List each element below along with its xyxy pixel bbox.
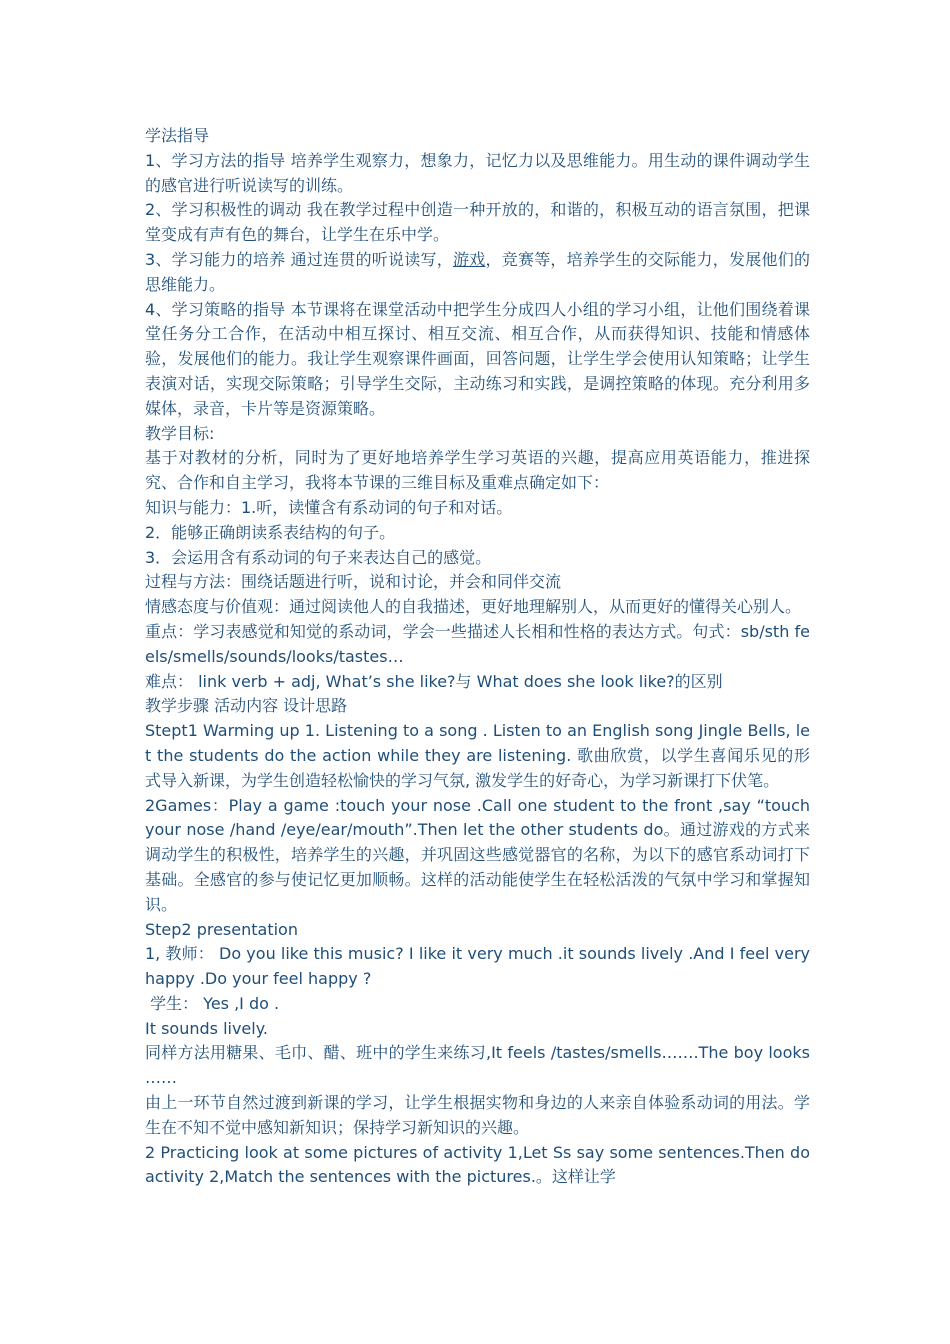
paragraph-study-method: 1、学习方法的指导 培养学生观察力，想象力，记忆力以及思维能力。用生动的课件调动学生的感官进行听说读写的训练。 [145, 150, 810, 195]
games-link[interactable]: 游戏 [453, 249, 486, 269]
ability-text-start: 3、学习能力的培养 通过连贯的听说读写， [145, 249, 453, 269]
paragraph-practice-items: 同样方法用糖果、毛巾、醋、班中的学生来练习,It feels /tastes/smells…….The boy looks …… [145, 1043, 810, 1088]
paragraph-process-method: 过程与方法：围绕话题进行听，说和讨论，并会和同伴交流 [145, 572, 562, 592]
paragraph-step2: Step2 presentation [145, 919, 298, 939]
paragraph-step1: Stept1 Warming up 1. Listening to a song . Listen to an English song Jingle Bells, let the students do the action while they are listening. 歌曲欣赏，以学生喜闻乐见的形式导入新课，为学生创造轻松愉快的学习气氛, 激发学生的好奇心，为学习新课打下伏笔。 [145, 721, 810, 790]
paragraph-teacher-dialog: 1, 教师： Do you like this music? I like it very much .it sounds lively .And I feel very happy .Do your feel happy ? [145, 944, 810, 989]
paragraph-student-reply: 学生： Yes ,I do . [145, 993, 280, 1013]
paragraph-attitude: 情感态度与价值观：通过阅读他人的自我描述，更好地理解别人，从而更好的懂得关心别人。 [145, 597, 802, 617]
paragraph-games: 2Games：Play a game :touch your nose .Call one student to the front ,say “touch your nose /hand /eye/ear/mouth”.Then let the other students do。通过游戏的方式来调动学生的积极性，培养学生的兴趣，并巩固这些感觉器官的名称，为以下的感官系动词打下基础。全感官的参与使记忆更加顺畅。这样的活动能使学生在轻松活泼的气氛中学习和掌握知识。 [145, 795, 810, 914]
ability-text-end: ，竞赛等，培养学生的交际能力，发展他们的思维能力。 [145, 249, 810, 294]
document-body [145, 124, 810, 1190]
paragraph-ability [145, 248, 810, 298]
paragraph-motivation: 2、学习积极性的调动 我在教学过程中创造一种开放的，和谐的，积极互动的语言氛围，把课堂变成有声有色的舞台，让学生在乐中学。 [145, 200, 810, 245]
heading-teaching-goals: 教学目标: [145, 423, 215, 443]
heading-study-guidance: 学法指导 [145, 126, 210, 145]
paragraph-steps-header: 教学步骤 活动内容 设计思路 [145, 696, 348, 716]
paragraph-sounds-lively: It sounds lively. [145, 1018, 268, 1038]
paragraph-key-points: 重点：学习表感觉和知觉的系动词，学会一些描述人长相和性格的表达方式。句式：sb/sth feels/smells/sounds/looks/tastes… [145, 621, 810, 666]
paragraph-knowledge-ability: 知识与能力：1.听，读懂含有系动词的句子和对话。 [145, 497, 513, 517]
paragraph-goal-2: 2．能够正确朗读系表结构的句子。 [145, 522, 396, 542]
paragraph-goals-intro: 基于对教材的分析，同时为了更好地培养学生学习英语的兴趣，提高应用英语能力，推进探究、合作和自主学习，我将本节课的三维目标及重难点确定如下： [145, 448, 810, 493]
paragraph-strategy: 4、学习策略的指导 本节课将在课堂活动中把学生分成四人小组的学习小组，让他们围绕着课堂任务分工合作，在活动中相互探讨、相互交流、相互合作，从而获得知识、技能和情感体验，发展他们的能力。我让学生观察课件画面，回答问题，让学生学会使用认知策略；让学生表演对话，实现交际策略；引导学生交际，主动练习和实践，是调控策略的体现。充分利用多媒体，录音，卡片等是资源策略。 [145, 299, 810, 418]
paragraph-transition: 由上一环节自然过渡到新课的学习，让学生根据实物和身边的人来亲自体验系动词的用法。学生在不知不觉中感知新知识；保持学习新知识的兴趣。 [145, 1093, 810, 1137]
paragraph-difficult-points: 难点： link verb + adj, What’s she like?与 What does she look like?的区别 [145, 671, 723, 691]
paragraph-goal-3: 3．会运用含有系动词的句子来表达自己的感觉。 [145, 547, 492, 567]
paragraph-practicing: 2 Practicing look at some pictures of activity 1,Let Ss say some sentences.Then do activity 2,Match the sentences with the pictures.。这样让学 [145, 1142, 810, 1187]
